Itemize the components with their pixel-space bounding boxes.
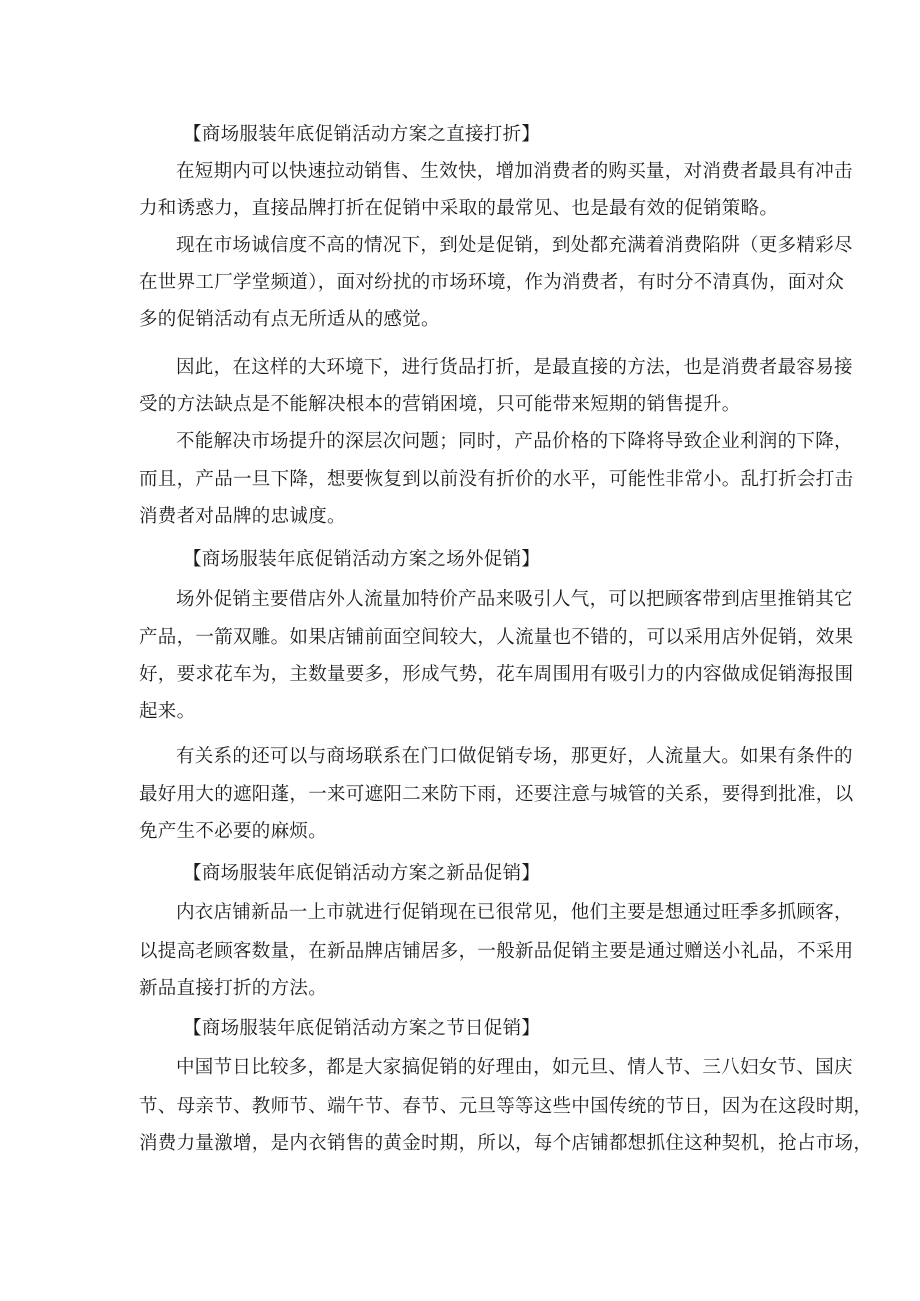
paragraph	[176, 153, 853, 190]
heading-text: 【商场服装年底促销活动方案之场外促销】	[183, 549, 541, 570]
section-heading	[183, 541, 540, 578]
paragraph-line: 不能解决市场提升的深层次问题；同时，产品价格的下降将导致企业利润的下降，	[176, 431, 853, 452]
heading-text: 【商场服装年底促销活动方案之直接打折】	[183, 124, 541, 145]
paragraph-line: 消费力量激增，是内衣销售的黄金时期，所以，每个店铺都想抓住这种契机，抢占市场，	[139, 1133, 873, 1154]
paragraph	[176, 227, 853, 264]
paragraph	[176, 1049, 853, 1086]
paragraph-line: 因此，在这样的大环境下，进行货品打折，是最直接的方法，也是消费者最容易接	[176, 357, 853, 378]
paragraph-line: 起来。	[139, 701, 196, 722]
paragraph-continuation	[139, 386, 741, 423]
paragraph-line: 而且，产品一旦下降，想要恢复到以前没有折价的水平，可能性非常小。乱打折会打击	[139, 469, 854, 490]
paragraph-continuation	[139, 776, 853, 850]
paragraph-continuation	[139, 461, 853, 535]
heading-text: 【商场服装年底促销活动方案之节日促销】	[183, 1018, 541, 1039]
section-heading	[183, 116, 540, 153]
paragraph-line: 多的促销活动有点无所适从的感觉。	[139, 309, 440, 330]
paragraph-line: 消费者对品牌的忠诚度。	[139, 506, 346, 527]
section-heading	[183, 855, 540, 892]
section-heading	[183, 1010, 540, 1047]
paragraph-line: 力和诱惑力，直接品牌打折在促销中采取的最常见、也是最有效的促销策略。	[139, 198, 779, 219]
paragraph	[176, 894, 853, 931]
paragraph-line: 产品，一箭双雕。如果店铺前面空间较大，人流量也不错的，可以采用店外促销，效果	[139, 627, 854, 648]
paragraph-line: 最好用大的遮阳蓬，一来可遮阳二来防下雨，还要注意与城管的关系，要得到批准，以	[139, 784, 854, 805]
paragraph-continuation	[139, 190, 778, 227]
paragraph-continuation	[139, 1088, 872, 1162]
paragraph-line: 好，要求花车为，主数量要多，形成气势，花车周围用有吸引力的内容做成促销海报围	[139, 664, 854, 685]
paragraph-line: 场外促销主要借店外人流量加特价产品来吸引人气，可以把顾客带到店里推销其它	[176, 589, 853, 610]
paragraph-continuation	[139, 619, 853, 730]
paragraph-line: 节、母亲节、教师节、端午节、春节、元旦等等这些中国传统的节日，因为在这段时期，	[139, 1096, 873, 1117]
paragraph-continuation	[139, 933, 853, 1007]
paragraph-line: 现在市场诚信度不高的情况下，到处是促销，到处都充满着消费陷阱（更多精彩尽	[176, 235, 853, 256]
paragraph-line: 以提高老顾客数量，在新品牌店铺居多，一般新品促销主要是通过赠送小礼品，不采用	[139, 941, 854, 962]
paragraph-line: 免产生不必要的麻烦。	[139, 821, 328, 842]
heading-text: 【商场服装年底促销活动方案之新品促销】	[183, 863, 541, 884]
paragraph-line: 受的方法缺点是不能解决根本的营销困境，只可能带来短期的销售提升。	[139, 394, 741, 415]
paragraph	[176, 349, 853, 386]
paragraph-line: 在世界工厂学堂频道），面对纷扰的市场环境，作为消费者，有时分不清真伪，面对众	[139, 272, 845, 293]
paragraph-line: 有关系的还可以与商场联系在门口做促销专场，那更好，人流量大。如果有条件的	[176, 746, 853, 767]
paragraph-line: 在短期内可以快速拉动销售、生效快，增加消费者的购买量，对消费者最具有冲击	[176, 161, 853, 182]
paragraph-continuation	[139, 264, 844, 338]
paragraph	[176, 581, 853, 618]
paragraph-line: 新品直接打折的方法。	[139, 978, 328, 999]
paragraph	[176, 738, 853, 775]
paragraph-line: 内衣店铺新品一上市就进行促销现在已很常见，他们主要是想通过旺季多抓顾客，	[176, 902, 853, 923]
paragraph-line: 中国节日比较多，都是大家搞促销的好理由，如元旦、情人节、三八妇女节、国庆	[176, 1057, 853, 1078]
paragraph	[176, 423, 853, 460]
